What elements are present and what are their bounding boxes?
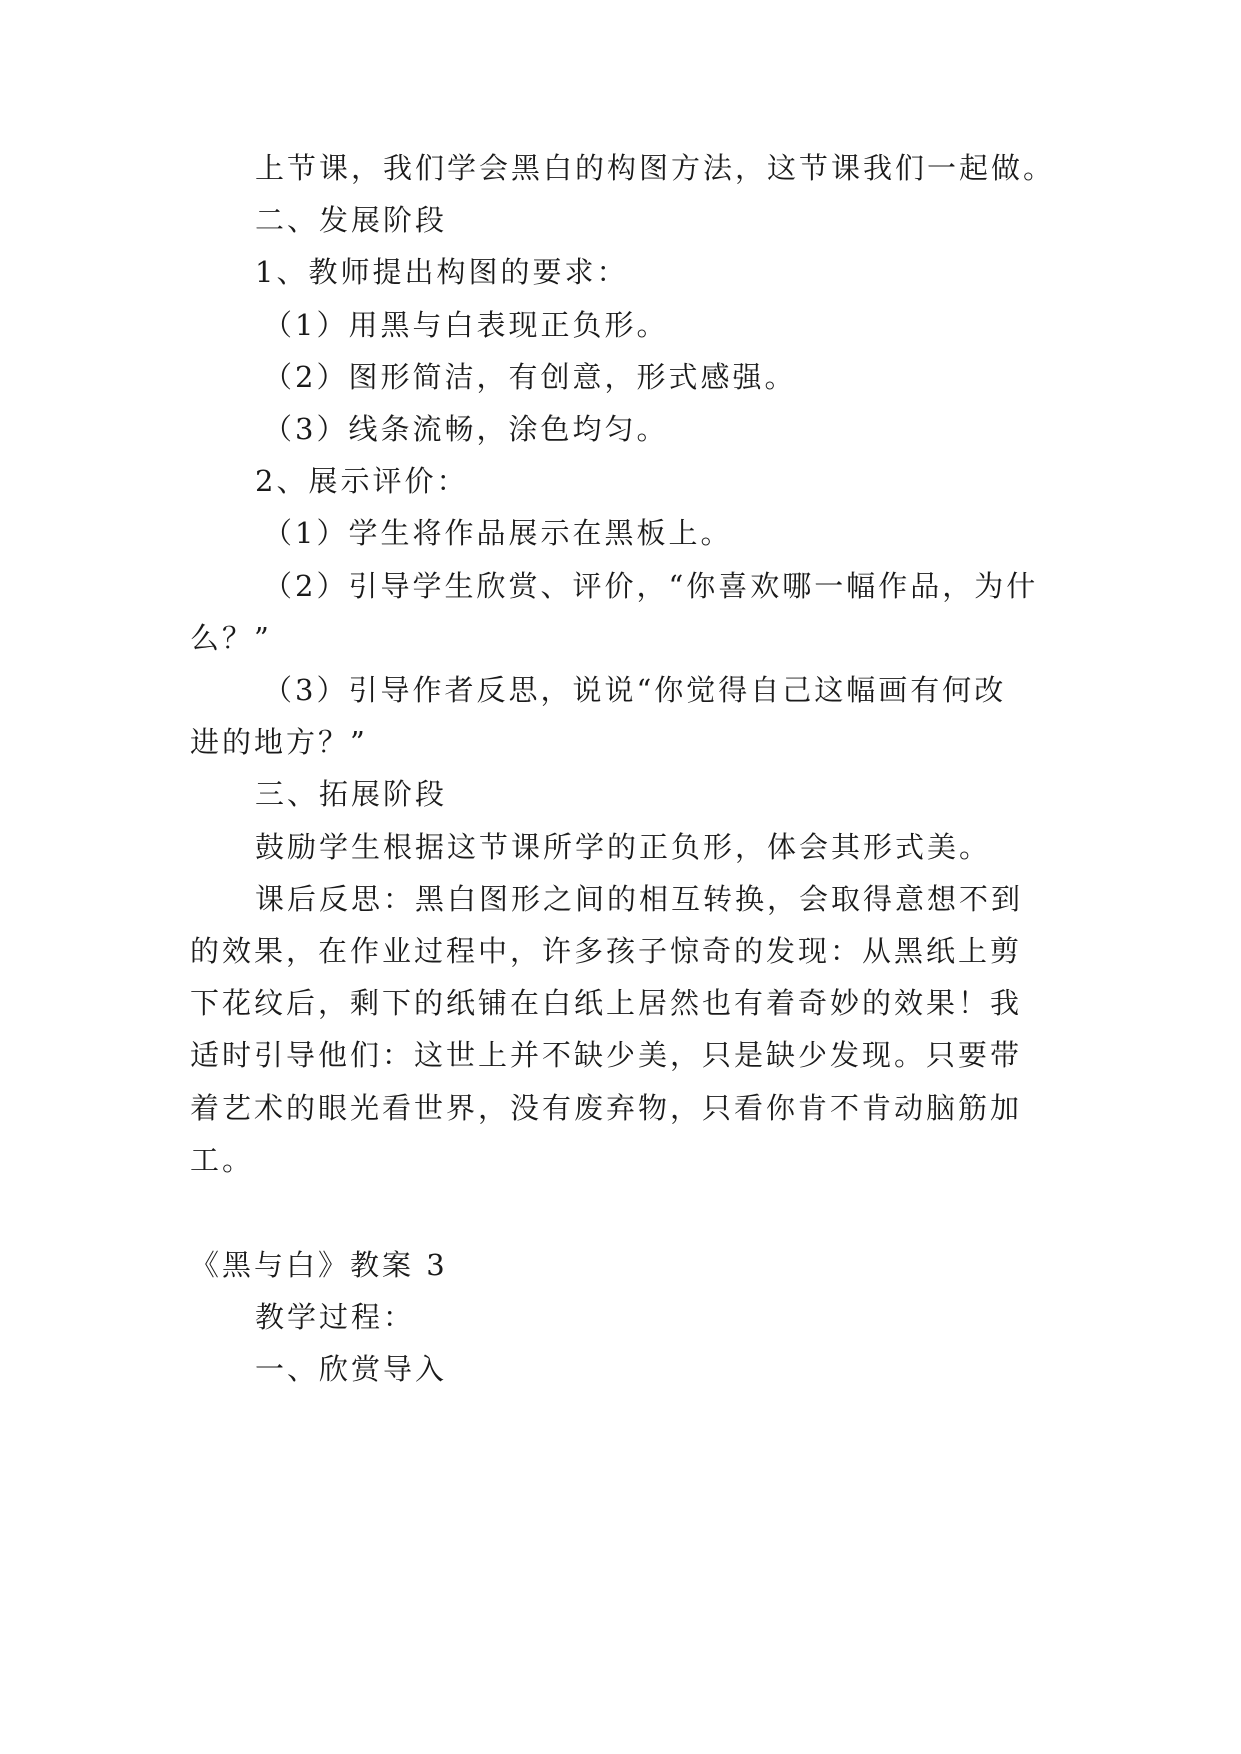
sub-item-display-2: （2）引导学生欣赏、评价，“你喜欢哪一幅作品，为什 xyxy=(263,569,1039,603)
paragraph-reflection-line-2: 的效果，在作业过程中，许多孩子惊奇的发现：从黑纸上剪 xyxy=(190,934,1023,968)
paragraph-reflection-line-3: 下花纹后，剩下的纸铺在白纸上居然也有着奇妙的效果！我 xyxy=(190,986,1023,1020)
paragraph-reflection-line-6: 工。 xyxy=(190,1143,255,1177)
sub-item-3: （3）线条流畅，涂色均匀。 xyxy=(263,412,669,446)
sub-item-1: （1）用黑与白表现正负形。 xyxy=(263,308,669,342)
paragraph-extension: 鼓励学生根据这节课所学的正负形，体会其形式美。 xyxy=(255,830,992,864)
sub-item-display-3: （3）引导作者反思，说说“你觉得自己这幅画有何改 xyxy=(263,673,1007,707)
heading-appreciation-intro: 一、欣赏导入 xyxy=(255,1352,448,1386)
heading-teaching-process: 教学过程： xyxy=(255,1300,416,1334)
sub-item-display-1: （1）学生将作品展示在黑板上。 xyxy=(263,516,733,550)
sub-item-2: （2）图形简洁，有创意，形式感强。 xyxy=(263,360,797,394)
section-title-lesson-3: 《黑与白》教案 3 xyxy=(190,1248,448,1282)
item-display-evaluation: 2、展示评价： xyxy=(255,464,469,498)
paragraph-reflection-line-1: 课后反思：黑白图形之间的相互转换，会取得意想不到 xyxy=(255,882,1024,916)
paragraph-reflection-line-4: 适时引导他们：这世上并不缺少美，只是缺少发现。只要带 xyxy=(190,1038,1023,1072)
sub-item-display-2-cont: 么？” xyxy=(190,621,272,655)
sub-item-display-3-cont: 进的地方？” xyxy=(190,725,368,759)
item-composition-requirements: 1、教师提出构图的要求： xyxy=(255,255,629,289)
heading-development-stage: 二、发展阶段 xyxy=(255,203,448,237)
paragraph-intro: 上节课，我们学会黑白的构图方法，这节课我们一起做。 xyxy=(255,151,1056,185)
heading-extension-stage: 三、拓展阶段 xyxy=(255,777,448,811)
paragraph-reflection-line-5: 着艺术的眼光看世界，没有废弃物，只看你肯不肯动脑筋加 xyxy=(190,1091,1023,1125)
